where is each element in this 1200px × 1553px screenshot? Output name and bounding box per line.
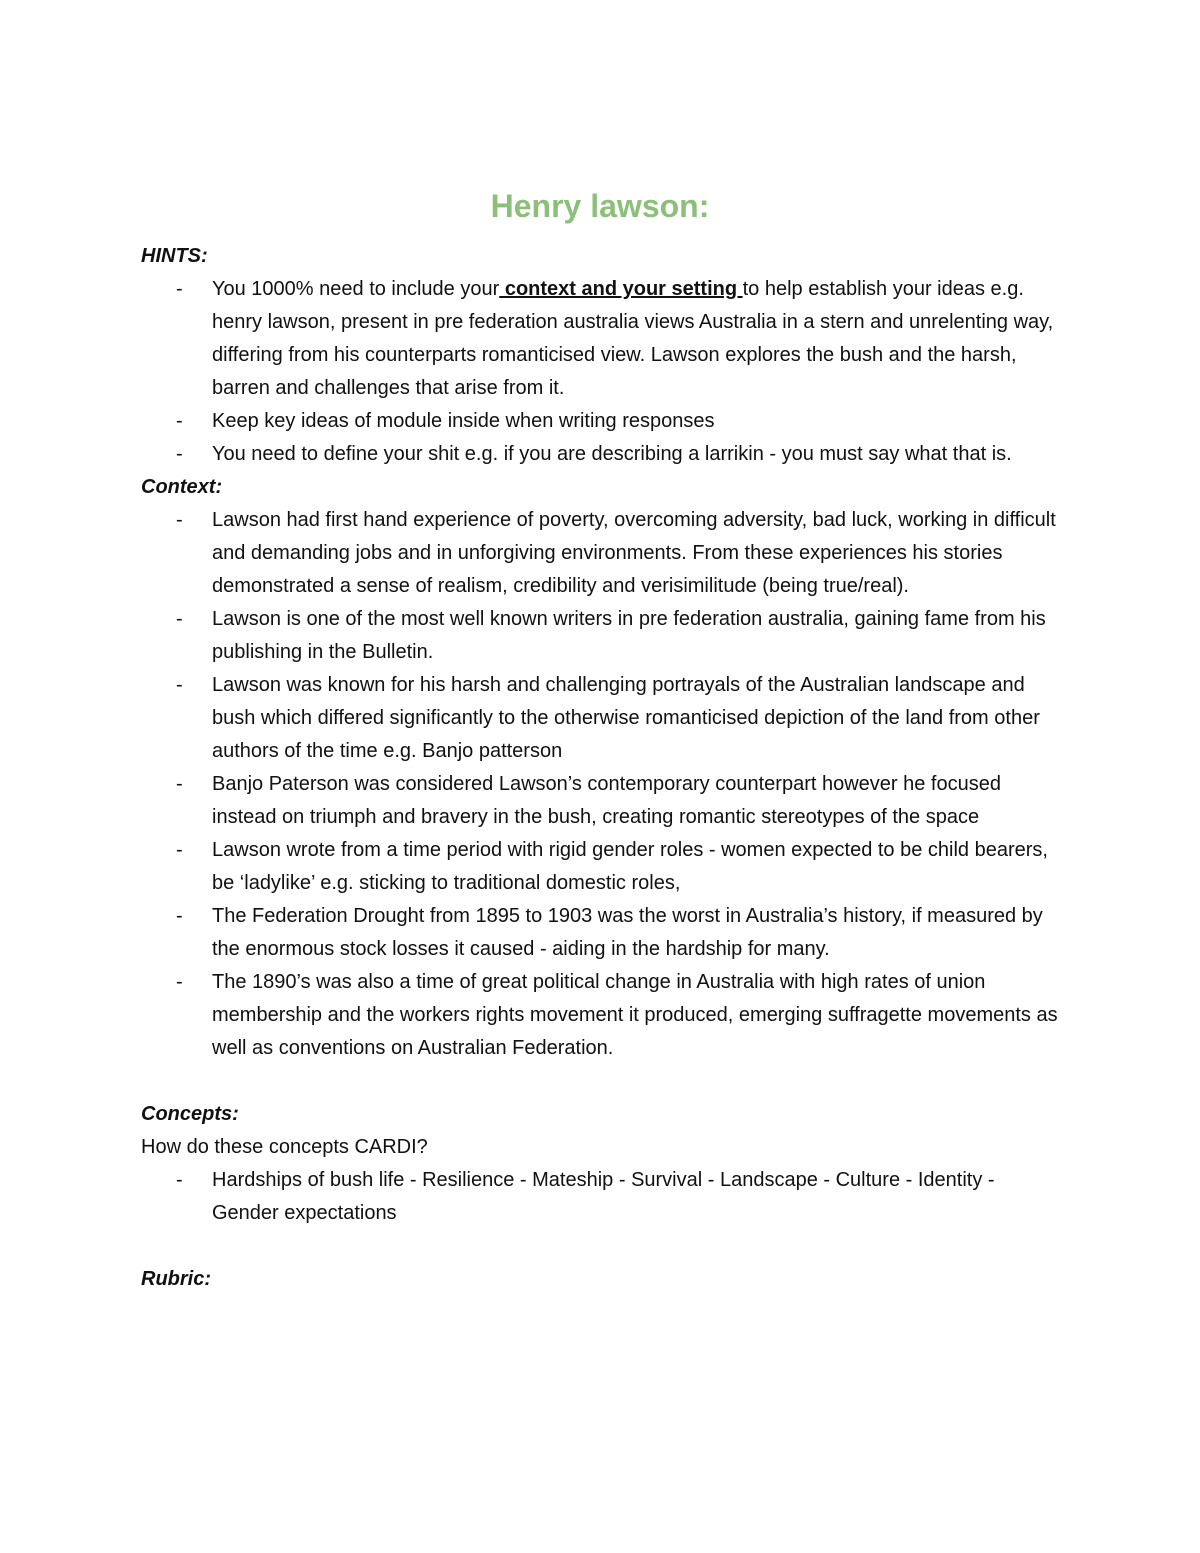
document-title: Henry lawson: [490, 188, 710, 224]
context-item-1: - Lawson had first hand experience of poverty, overcoming adversity, bad luck, working in difficult and demanding jobs and in unforgiving environments. From these experiences his stories demonstrated a sense of realism, credibility and verisimilitude (being true/real). [212, 504, 1066, 603]
hints-item-1 [212, 273, 1066, 405]
spacer [141, 1065, 1066, 1098]
context-item-6: - The Federation Drought from 1895 to 1903 was the worst in Australia’s history, if measured by the enormous stock losses it caused - aiding in the hardship for many. [212, 900, 1066, 966]
hints-heading: HINTS: [141, 245, 208, 267]
context-item-5: - Lawson wrote from a time period with rigid gender roles - women expected to be child bearers, be ‘ladylike’ e.g. sticking to traditional domestic roles, [212, 834, 1066, 900]
hints-item-2: - Keep key ideas of module inside when writing responses [212, 405, 1066, 438]
context-list [141, 504, 1066, 1065]
context-heading: Context: [141, 476, 223, 498]
context-item-4: - Banjo Paterson was considered Lawson’s contemporary counterpart however he focused instead on triumph and bravery in the bush, creating romantic stereotypes of the space [212, 768, 1066, 834]
spacer [141, 1230, 1066, 1263]
concepts-question: How do these concepts CARDI? [141, 1136, 428, 1158]
hints-item-1-text-end: to help establish your ideas e.g. henry lawson, present in pre federation australia views Australia in a stern and unrelenting way, differing from his counterparts romanticised view. Lawson explores the bush and the harsh, barren and challenges that arise from it. [212, 278, 1054, 399]
hints-item-1-emphasis: context and your setting [499, 278, 743, 300]
concepts-item-1: - Hardships of bush life - Resilience - Mateship - Survival - Landscape - Culture - Identity - Gender expectations [212, 1164, 1066, 1230]
context-item-3: - Lawson was known for his harsh and challenging portrayals of the Australian landscape and bush which differed significantly to the otherwise romanticised depiction of the land from other authors of the time e.g. Banjo patterson [212, 669, 1066, 768]
hints-list [141, 273, 1066, 471]
document-body [141, 240, 1066, 1296]
context-item-2: - Lawson is one of the most well known writers in pre federation australia, gaining fame from his publishing in the Bulletin. [212, 603, 1066, 669]
rubric-heading: Rubric: [141, 1268, 211, 1290]
concepts-heading: Concepts: [141, 1103, 239, 1125]
hints-item-3: - You need to define your shit e.g. if you are describing a larrikin - you must say what that is. [212, 438, 1066, 471]
concepts-list [141, 1164, 1066, 1230]
hints-item-1-text-start: You 1000% need to include your [212, 278, 500, 300]
context-item-7: - The 1890’s was also a time of great political change in Australia with high rates of union membership and the workers rights movement it produced, emerging suffragette movements as well as conventions on Australian Federation. [212, 966, 1066, 1065]
